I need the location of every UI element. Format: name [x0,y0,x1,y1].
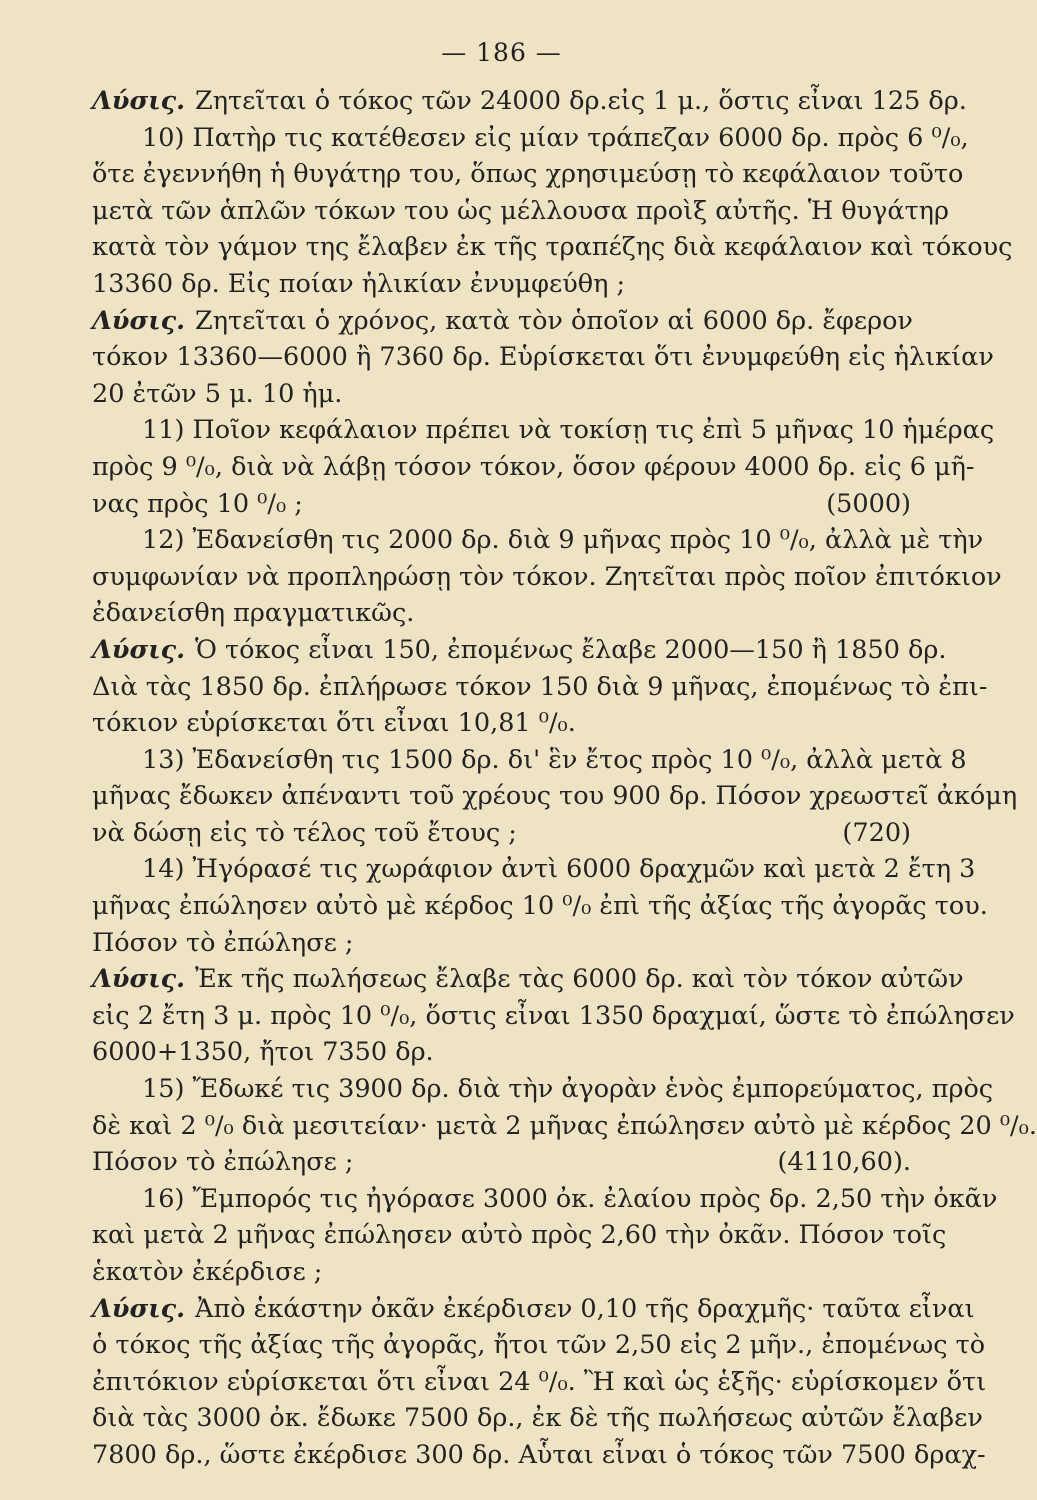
text-line [92,120,969,157]
line-text: 20 ἐτῶν 5 μ. 10 ἡμ. [92,378,343,409]
line-text: νὰ δώσῃ εἰς τὸ τέλος τοῦ ἔτους ; [92,817,517,848]
text-line [92,1217,947,1254]
answer-text: (4110,60). [777,1147,911,1178]
text-line [92,486,911,523]
line-text: 13360 δρ. Εἰς ποίαν ἡλικίαν ἐνυμφεύθη ; [92,268,626,299]
text-line [92,778,1018,815]
line-text: Πόσον τὸ ἐπώλησε ; [92,1147,354,1178]
text-line [92,266,911,303]
text-line [92,229,1013,266]
line-text: ἑκατὸν ἐκέρδισε ; [92,1257,323,1287]
line-text: 15) Ἔδωκέ τις 3900 δρ. διὰ τὴν ἀγορὰν ἑνὸς ἐμπορεύματος, πρὸς [142,1074,994,1105]
text-line [92,998,1015,1035]
text-body [92,83,1037,1474]
text-line [92,595,911,632]
text-line [92,1144,911,1181]
line-text: Πόσον τὸ ἐπώλησε ; [92,927,354,958]
line-text: Ζητεῖται ὁ χρόνος, κατὰ τὸν ὁποῖον αἱ 6000 δρ. ἔφερον [195,305,913,336]
line-text: 6000+1350, ἤτοι 7350 δρ. [92,1037,434,1068]
line-text: Ὁ τόκος εἶναι 150, ἐπομένως ἔλαβε 2000—150 ἢ 1850 δρ. [195,634,947,665]
solution-label: Λύσις. [92,86,186,116]
text-line [92,742,967,779]
text-line [92,1108,1037,1145]
line-text: ἐπιτόκιον εὑρίσκεται ὅτι εἶναι 24 ⁰/₀. Ἢ καὶ ὡς ἑξῆς· εὑρίσκομεν ὅτι [92,1366,987,1397]
text-line [92,193,949,230]
text-line [92,156,964,193]
text-line [92,303,911,340]
line-text: τόκον 13360—6000 ἢ 7360 δρ. Εὑρίσκεται ὅτι ἐνυμφεύθη εἰς ἡλικίαν [92,342,994,373]
text-line [92,339,994,376]
text-line [92,888,988,925]
text-line [92,1400,983,1437]
text-line [92,1291,975,1328]
solution-label: Λύσις. [92,964,186,995]
text-line [92,925,911,962]
line-text: Διὰ τὰς 1850 δρ. ἐπλήρωσε τόκον 150 διὰ 9 μῆνας, ἐπομένως τὸ ἐπι- [92,671,988,702]
text-line [92,1327,986,1364]
text-line [92,632,947,669]
line-text: πρὸς 9 ⁰/₀, διὰ νὰ λάβῃ τόσον τόκον, ὅσον φέρουν 4000 δρ. εἰς 6 μῆ- [92,451,975,482]
solution-label: Λύσις. [92,1293,186,1324]
line-text: μῆνας ἐπώλησεν αὐτὸ μὲ κέρδος 10 ⁰/₀ ἐπὶ τῆς ἀξίας τῆς ἀγορᾶς του. [92,891,988,922]
line-text: 10) Πατὴρ τις κατέθεσεν εἰς μίαν τράπεζαν 6000 δρ. πρὸς 6 ⁰/₀, [142,122,969,153]
text-line [92,1181,998,1218]
line-text: δὲ καὶ 2 ⁰/₀ διὰ μεσιτείαν· μετὰ 2 μῆνας ἐπώλησεν αὐτὸ μὲ κέρδος 20 ⁰/₀. [92,1110,1037,1141]
line-text: μετὰ τῶν ἁπλῶν τόκων του ὡς μέλλουσα προὶξ αὐτῆς. Ἡ θυγάτηρ [92,195,949,226]
line-text: μῆνας ἔδωκεν ἀπέναντι τοῦ χρέους του 900 δρ. Πόσον χρεωστεῖ ἀκόμη [92,781,1018,812]
line-text: 11) Ποῖον κεφάλαιον πρέπει νὰ τοκίσῃ τις ἐπὶ 5 μῆνας 10 ἡμέρας [142,415,995,446]
line-text: διὰ τὰς 3000 ὀκ. ἔδωκε 7500 δρ., ἐκ δὲ τῆς πωλήσεως αὐτῶν ἔλαβεν [92,1403,983,1434]
answer-text: (5000) [826,488,911,519]
line-text: 13) Ἐδανείσθη τις 1500 δρ. δι' ἓν ἔτος πρὸς 10 ⁰/₀, ἀλλὰ μετὰ 8 [142,744,967,775]
line-text: εἰς 2 ἔτη 3 μ. πρὸς 10 ⁰/₀, ὅστις εἶναι 1350 δραχμαί, ὥστε τὸ ἐπώλησεν [92,1000,1015,1031]
text-line [92,412,995,449]
line-text: τόκιον εὑρίσκεται ὅτι εἶναι 10,81 ⁰/₀. [92,708,576,739]
text-line [92,376,911,413]
text-line [92,1437,986,1474]
solution-label: Λύσις. [92,305,186,336]
line-text: 12) Ἐδανείσθη τις 2000 δρ. διὰ 9 μῆνας πρὸς 10 ⁰/₀, ἀλλὰ μὲ τὴν [142,525,984,556]
line-text: Ζητεῖται ὁ τόκος τῶν 24000 δρ.εἰς 1 μ., ὅστις εἶναι 125 δρ. [195,86,967,116]
line-text: 16) Ἔμπορός τις ἠγόρασε 3000 ὀκ. ἐλαίου πρὸς δρ. 2,50 τὴν ὀκᾶν [142,1183,998,1214]
text-line [92,1071,994,1108]
line-text: καὶ μετὰ 2 μῆνας ἐπώλησεν αὐτὸ πρὸς 2,60 τὴν ὀκᾶν. Πόσον τοῖς [92,1220,947,1251]
page-number: — 186 — [441,38,562,67]
text-line [92,522,984,559]
line-text: κατὰ τὸν γάμον της ἔλαβεν ἐκ τῆς τραπέζης διὰ κεφάλαιον καὶ τόκους [92,232,1013,263]
text-line [92,669,988,706]
line-text: ὁ τόκος τῆς ἀξίας τῆς ἀγορᾶς, ἤτοι τῶν 2,50 εἰς 2 μῆν., ἐπομένως τὸ [92,1330,986,1361]
text-line [92,851,976,888]
text-line [92,449,975,486]
line-text: Ἀπὸ ἑκάστην ὀκᾶν ἐκέρδισεν 0,10 τῆς δραχμῆς· ταῦτα εἶναι [195,1293,975,1324]
line-text: ὅτε ἐγεννήθη ἡ θυγάτηρ του, ὅπως χρησιμεύσῃ τὸ κεφάλαιον τοῦτο [92,159,964,190]
text-line [92,1254,911,1291]
line-text: συμφωνίαν νὰ προπληρώσῃ τὸν τόκον. Ζητεῖται πρὸς ποῖον ἐπιτόκιον [92,561,1002,592]
text-line [92,559,1002,596]
text-line [92,705,911,742]
text-line [92,961,964,998]
line-text: 7800 δρ., ὥστε ἐκέρδισε 300 δρ. Αὗται εἶναι ὁ τόκος τῶν 7500 δραχ- [92,1439,986,1470]
text-line [92,1364,987,1401]
line-text: νας πρὸς 10 ⁰/₀ ; [92,488,303,519]
text-line [92,83,967,120]
answer-text: (720) [842,817,911,848]
text-line [92,815,911,852]
text-line [92,1034,911,1071]
line-text: Ἐκ τῆς πωλήσεως ἔλαβε τὰς 6000 δρ. καὶ τὸν τόκον αὐτῶν [195,964,964,995]
line-text: 14) Ἠγόρασέ τις χωράφιον ἀντὶ 6000 δραχμῶν καὶ μετὰ 2 ἔτη 3 [142,854,976,885]
solution-label: Λύσις. [92,634,186,665]
line-text: ἐδανείσθη πραγματικῶς. [92,598,415,629]
